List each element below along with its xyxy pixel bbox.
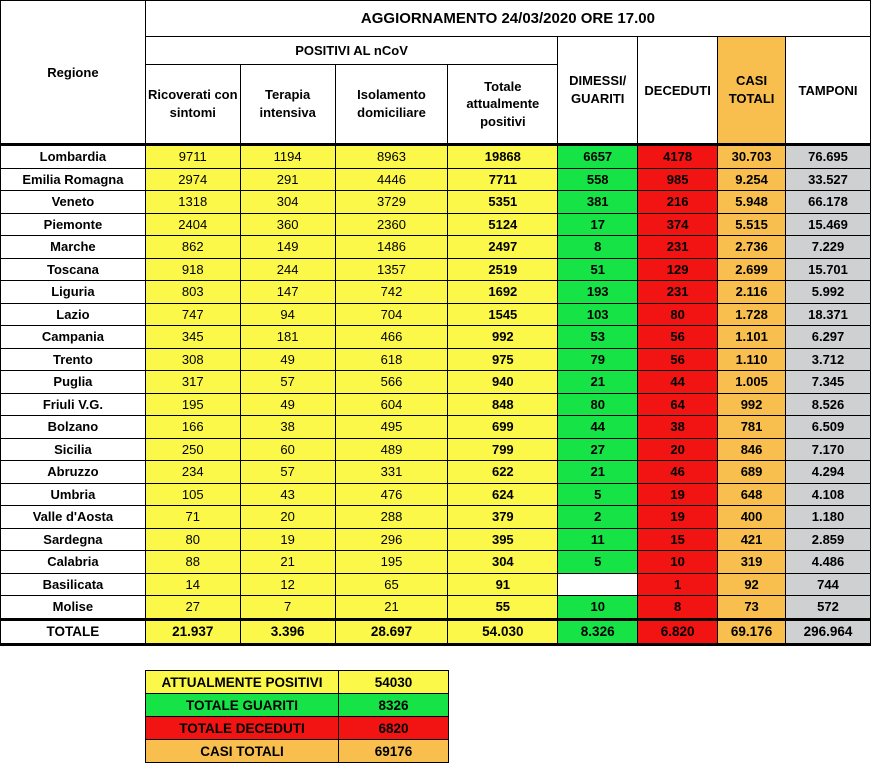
cell-regione: Sicilia bbox=[1, 438, 146, 461]
summary-value: 54030 bbox=[339, 671, 449, 694]
table-row bbox=[1, 438, 871, 461]
cell-casi: 781 bbox=[718, 416, 786, 439]
cell-terapia: 149 bbox=[240, 236, 335, 259]
cell-deceduti: 19 bbox=[638, 506, 718, 529]
cell-terapia: 7 bbox=[240, 596, 335, 620]
cell-ricoverati: 2974 bbox=[145, 168, 240, 191]
cell-ricoverati: 80 bbox=[145, 528, 240, 551]
table-row bbox=[1, 258, 871, 281]
cell-deceduti: 8 bbox=[638, 596, 718, 620]
cell-isolamento: 1357 bbox=[335, 258, 448, 281]
cell-dimessi: 5 bbox=[558, 551, 638, 574]
header-totale-positivi: Totale attualmente positivi bbox=[448, 65, 558, 145]
table-row bbox=[1, 461, 871, 484]
header-positivi-group: POSITIVI AL nCoV bbox=[145, 37, 557, 65]
header-regione: Regione bbox=[1, 1, 146, 145]
cell-terapia: 21 bbox=[240, 551, 335, 574]
totale-ricoverati: 21.937 bbox=[145, 619, 240, 644]
cell-ricoverati: 88 bbox=[145, 551, 240, 574]
cell-regione: Friuli V.G. bbox=[1, 393, 146, 416]
cell-terapia: 57 bbox=[240, 461, 335, 484]
cell-casi: 689 bbox=[718, 461, 786, 484]
cell-totale: 622 bbox=[448, 461, 558, 484]
cell-ricoverati: 1318 bbox=[145, 191, 240, 214]
cell-tamponi: 572 bbox=[786, 596, 871, 620]
cell-ricoverati: 2404 bbox=[145, 213, 240, 236]
cell-isolamento: 65 bbox=[335, 573, 448, 596]
cell-regione: Puglia bbox=[1, 371, 146, 394]
cell-deceduti: 231 bbox=[638, 281, 718, 304]
cell-dimessi: 21 bbox=[558, 461, 638, 484]
cell-terapia: 49 bbox=[240, 393, 335, 416]
cell-totale: 2497 bbox=[448, 236, 558, 259]
cell-totale: 699 bbox=[448, 416, 558, 439]
cell-regione: Lazio bbox=[1, 303, 146, 326]
cell-deceduti: 231 bbox=[638, 236, 718, 259]
summary-value: 6820 bbox=[339, 717, 449, 740]
header-ricoverati: Ricoverati con sintomi bbox=[145, 65, 240, 145]
cell-totale: 379 bbox=[448, 506, 558, 529]
totale-row bbox=[1, 619, 871, 644]
cell-isolamento: 742 bbox=[335, 281, 448, 304]
summary-row bbox=[146, 694, 449, 717]
cell-casi: 648 bbox=[718, 483, 786, 506]
cell-totale: 848 bbox=[448, 393, 558, 416]
cell-deceduti: 1 bbox=[638, 573, 718, 596]
header-casi: CASI TOTALI bbox=[718, 37, 786, 145]
cell-ricoverati: 803 bbox=[145, 281, 240, 304]
table-row bbox=[1, 416, 871, 439]
table-row bbox=[1, 168, 871, 191]
cell-deceduti: 216 bbox=[638, 191, 718, 214]
cell-isolamento: 195 bbox=[335, 551, 448, 574]
cell-casi: 421 bbox=[718, 528, 786, 551]
cell-tamponi: 76.695 bbox=[786, 145, 871, 169]
cell-dimessi: 2 bbox=[558, 506, 638, 529]
cell-regione: Calabria bbox=[1, 551, 146, 574]
cell-totale: 5351 bbox=[448, 191, 558, 214]
cell-casi: 2.116 bbox=[718, 281, 786, 304]
cell-terapia: 304 bbox=[240, 191, 335, 214]
cell-tamponi: 15.701 bbox=[786, 258, 871, 281]
cell-casi: 30.703 bbox=[718, 145, 786, 169]
cell-tamponi: 66.178 bbox=[786, 191, 871, 214]
header-terapia: Terapia intensiva bbox=[240, 65, 335, 145]
cell-regione: Veneto bbox=[1, 191, 146, 214]
totale-terapia: 3.396 bbox=[240, 619, 335, 644]
cell-totale: 91 bbox=[448, 573, 558, 596]
totale-casi: 69.176 bbox=[718, 619, 786, 644]
cell-casi: 1.101 bbox=[718, 326, 786, 349]
header-tamponi: TAMPONI bbox=[786, 37, 871, 145]
cell-ricoverati: 166 bbox=[145, 416, 240, 439]
cell-dimessi: 558 bbox=[558, 168, 638, 191]
cell-deceduti: 374 bbox=[638, 213, 718, 236]
cell-terapia: 291 bbox=[240, 168, 335, 191]
cell-ricoverati: 317 bbox=[145, 371, 240, 394]
summary-value: 69176 bbox=[339, 740, 449, 763]
cell-tamponi: 7.229 bbox=[786, 236, 871, 259]
cell-tamponi: 4.108 bbox=[786, 483, 871, 506]
cell-isolamento: 604 bbox=[335, 393, 448, 416]
cell-totale: 7711 bbox=[448, 168, 558, 191]
summary-label: CASI TOTALI bbox=[146, 740, 339, 763]
cell-terapia: 244 bbox=[240, 258, 335, 281]
cell-regione: Piemonte bbox=[1, 213, 146, 236]
table-row bbox=[1, 145, 871, 169]
cell-isolamento: 466 bbox=[335, 326, 448, 349]
summary-table bbox=[145, 670, 449, 763]
cell-dimessi: 21 bbox=[558, 371, 638, 394]
cell-casi: 1.110 bbox=[718, 348, 786, 371]
cell-isolamento: 288 bbox=[335, 506, 448, 529]
cell-tamponi: 4.486 bbox=[786, 551, 871, 574]
cell-isolamento: 331 bbox=[335, 461, 448, 484]
cell-tamponi: 8.526 bbox=[786, 393, 871, 416]
cell-deceduti: 15 bbox=[638, 528, 718, 551]
cell-totale: 975 bbox=[448, 348, 558, 371]
cell-dimessi: 27 bbox=[558, 438, 638, 461]
cell-tamponi: 3.712 bbox=[786, 348, 871, 371]
cell-tamponi: 7.170 bbox=[786, 438, 871, 461]
cell-ricoverati: 195 bbox=[145, 393, 240, 416]
cell-isolamento: 495 bbox=[335, 416, 448, 439]
cell-deceduti: 985 bbox=[638, 168, 718, 191]
table-row bbox=[1, 573, 871, 596]
cell-ricoverati: 9711 bbox=[145, 145, 240, 169]
cell-deceduti: 56 bbox=[638, 348, 718, 371]
cell-deceduti: 19 bbox=[638, 483, 718, 506]
cell-totale: 395 bbox=[448, 528, 558, 551]
cell-tamponi: 1.180 bbox=[786, 506, 871, 529]
cell-isolamento: 2360 bbox=[335, 213, 448, 236]
cell-dimessi: 17 bbox=[558, 213, 638, 236]
cell-deceduti: 46 bbox=[638, 461, 718, 484]
cell-regione: Umbria bbox=[1, 483, 146, 506]
cell-tamponi: 33.527 bbox=[786, 168, 871, 191]
table-row bbox=[1, 303, 871, 326]
cell-tamponi: 7.345 bbox=[786, 371, 871, 394]
cell-casi: 846 bbox=[718, 438, 786, 461]
header-deceduti: DECEDUTI bbox=[638, 37, 718, 145]
cell-terapia: 94 bbox=[240, 303, 335, 326]
cell-regione: Lombardia bbox=[1, 145, 146, 169]
cell-regione: Abruzzo bbox=[1, 461, 146, 484]
table-row bbox=[1, 348, 871, 371]
cell-dimessi: 51 bbox=[558, 258, 638, 281]
cell-ricoverati: 862 bbox=[145, 236, 240, 259]
cell-totale: 1545 bbox=[448, 303, 558, 326]
cell-isolamento: 704 bbox=[335, 303, 448, 326]
cell-terapia: 360 bbox=[240, 213, 335, 236]
cell-regione: Liguria bbox=[1, 281, 146, 304]
cell-tamponi: 2.859 bbox=[786, 528, 871, 551]
cell-casi: 92 bbox=[718, 573, 786, 596]
cell-ricoverati: 345 bbox=[145, 326, 240, 349]
cell-terapia: 43 bbox=[240, 483, 335, 506]
cell-isolamento: 566 bbox=[335, 371, 448, 394]
summary-label: TOTALE GUARITI bbox=[146, 694, 339, 717]
cell-casi: 1.728 bbox=[718, 303, 786, 326]
cell-terapia: 12 bbox=[240, 573, 335, 596]
cell-regione: Emilia Romagna bbox=[1, 168, 146, 191]
cell-isolamento: 4446 bbox=[335, 168, 448, 191]
table-row bbox=[1, 281, 871, 304]
totale-label: TOTALE bbox=[1, 619, 146, 644]
cell-terapia: 20 bbox=[240, 506, 335, 529]
cell-deceduti: 44 bbox=[638, 371, 718, 394]
cell-totale: 304 bbox=[448, 551, 558, 574]
cell-terapia: 19 bbox=[240, 528, 335, 551]
cell-regione: Marche bbox=[1, 236, 146, 259]
cell-terapia: 57 bbox=[240, 371, 335, 394]
summary-row bbox=[146, 740, 449, 763]
cell-casi: 73 bbox=[718, 596, 786, 620]
cell-isolamento: 489 bbox=[335, 438, 448, 461]
cell-dimessi: 103 bbox=[558, 303, 638, 326]
cell-casi: 5.515 bbox=[718, 213, 786, 236]
table-row bbox=[1, 483, 871, 506]
cell-ricoverati: 234 bbox=[145, 461, 240, 484]
cell-totale: 19868 bbox=[448, 145, 558, 169]
cell-deceduti: 129 bbox=[638, 258, 718, 281]
cell-deceduti: 80 bbox=[638, 303, 718, 326]
cell-deceduti: 64 bbox=[638, 393, 718, 416]
totale-isolamento: 28.697 bbox=[335, 619, 448, 644]
cell-deceduti: 4178 bbox=[638, 145, 718, 169]
cell-totale: 1692 bbox=[448, 281, 558, 304]
cell-isolamento: 618 bbox=[335, 348, 448, 371]
page-title: AGGIORNAMENTO 24/03/2020 ORE 17.00 bbox=[145, 1, 870, 37]
cell-dimessi: 80 bbox=[558, 393, 638, 416]
summary-row bbox=[146, 671, 449, 694]
table-row bbox=[1, 596, 871, 620]
header-isolamento: Isolamento domiciliare bbox=[335, 65, 448, 145]
cell-totale: 992 bbox=[448, 326, 558, 349]
cell-regione: Bolzano bbox=[1, 416, 146, 439]
cell-ricoverati: 918 bbox=[145, 258, 240, 281]
cell-dimessi: 11 bbox=[558, 528, 638, 551]
cell-isolamento: 296 bbox=[335, 528, 448, 551]
cell-terapia: 1194 bbox=[240, 145, 335, 169]
summary-label: ATTUALMENTE POSITIVI bbox=[146, 671, 339, 694]
cell-tamponi: 744 bbox=[786, 573, 871, 596]
summary-row bbox=[146, 717, 449, 740]
cell-isolamento: 3729 bbox=[335, 191, 448, 214]
summary-value: 8326 bbox=[339, 694, 449, 717]
cell-dimessi: 5 bbox=[558, 483, 638, 506]
header-dimessi: DIMESSI/ GUARITI bbox=[558, 37, 638, 145]
cell-casi: 5.948 bbox=[718, 191, 786, 214]
cell-terapia: 181 bbox=[240, 326, 335, 349]
cell-regione: Trento bbox=[1, 348, 146, 371]
cell-tamponi: 4.294 bbox=[786, 461, 871, 484]
cell-terapia: 60 bbox=[240, 438, 335, 461]
cell-ricoverati: 14 bbox=[145, 573, 240, 596]
cell-ricoverati: 308 bbox=[145, 348, 240, 371]
cell-isolamento: 1486 bbox=[335, 236, 448, 259]
cell-casi: 992 bbox=[718, 393, 786, 416]
cell-dimessi: 193 bbox=[558, 281, 638, 304]
table-body bbox=[1, 145, 871, 620]
table-row bbox=[1, 326, 871, 349]
cell-deceduti: 38 bbox=[638, 416, 718, 439]
cell-terapia: 49 bbox=[240, 348, 335, 371]
cell-totale: 55 bbox=[448, 596, 558, 620]
totale-dimessi: 8.326 bbox=[558, 619, 638, 644]
table-row bbox=[1, 191, 871, 214]
cell-isolamento: 21 bbox=[335, 596, 448, 620]
totale-positivi: 54.030 bbox=[448, 619, 558, 644]
cell-terapia: 147 bbox=[240, 281, 335, 304]
cell-totale: 940 bbox=[448, 371, 558, 394]
cell-totale: 2519 bbox=[448, 258, 558, 281]
cell-dimessi bbox=[558, 573, 638, 596]
cell-dimessi: 44 bbox=[558, 416, 638, 439]
cell-casi: 2.736 bbox=[718, 236, 786, 259]
cell-totale: 5124 bbox=[448, 213, 558, 236]
cell-dimessi: 53 bbox=[558, 326, 638, 349]
cell-dimessi: 381 bbox=[558, 191, 638, 214]
cell-tamponi: 6.297 bbox=[786, 326, 871, 349]
cell-tamponi: 5.992 bbox=[786, 281, 871, 304]
cell-dimessi: 6657 bbox=[558, 145, 638, 169]
cell-ricoverati: 105 bbox=[145, 483, 240, 506]
totale-deceduti: 6.820 bbox=[638, 619, 718, 644]
table-row bbox=[1, 371, 871, 394]
cell-totale: 799 bbox=[448, 438, 558, 461]
table-row bbox=[1, 236, 871, 259]
cell-regione: Molise bbox=[1, 596, 146, 620]
cell-casi: 400 bbox=[718, 506, 786, 529]
cell-ricoverati: 27 bbox=[145, 596, 240, 620]
totale-tamponi: 296.964 bbox=[786, 619, 871, 644]
cell-dimessi: 79 bbox=[558, 348, 638, 371]
cell-isolamento: 8963 bbox=[335, 145, 448, 169]
cell-tamponi: 6.509 bbox=[786, 416, 871, 439]
table-row bbox=[1, 506, 871, 529]
cell-ricoverati: 747 bbox=[145, 303, 240, 326]
cell-tamponi: 18.371 bbox=[786, 303, 871, 326]
cell-casi: 9.254 bbox=[718, 168, 786, 191]
table-row bbox=[1, 393, 871, 416]
cell-terapia: 38 bbox=[240, 416, 335, 439]
cell-deceduti: 56 bbox=[638, 326, 718, 349]
summary-label: TOTALE DECEDUTI bbox=[146, 717, 339, 740]
cell-dimessi: 10 bbox=[558, 596, 638, 620]
table-row bbox=[1, 213, 871, 236]
cell-casi: 1.005 bbox=[718, 371, 786, 394]
cell-regione: Basilicata bbox=[1, 573, 146, 596]
cell-totale: 624 bbox=[448, 483, 558, 506]
table-row bbox=[1, 551, 871, 574]
cell-regione: Toscana bbox=[1, 258, 146, 281]
cell-tamponi: 15.469 bbox=[786, 213, 871, 236]
cell-regione: Sardegna bbox=[1, 528, 146, 551]
cell-deceduti: 20 bbox=[638, 438, 718, 461]
cell-isolamento: 476 bbox=[335, 483, 448, 506]
cell-ricoverati: 71 bbox=[145, 506, 240, 529]
cell-regione: Campania bbox=[1, 326, 146, 349]
cell-dimessi: 8 bbox=[558, 236, 638, 259]
cell-ricoverati: 250 bbox=[145, 438, 240, 461]
cell-regione: Valle d'Aosta bbox=[1, 506, 146, 529]
cell-casi: 319 bbox=[718, 551, 786, 574]
table-row bbox=[1, 528, 871, 551]
cell-casi: 2.699 bbox=[718, 258, 786, 281]
cell-deceduti: 10 bbox=[638, 551, 718, 574]
